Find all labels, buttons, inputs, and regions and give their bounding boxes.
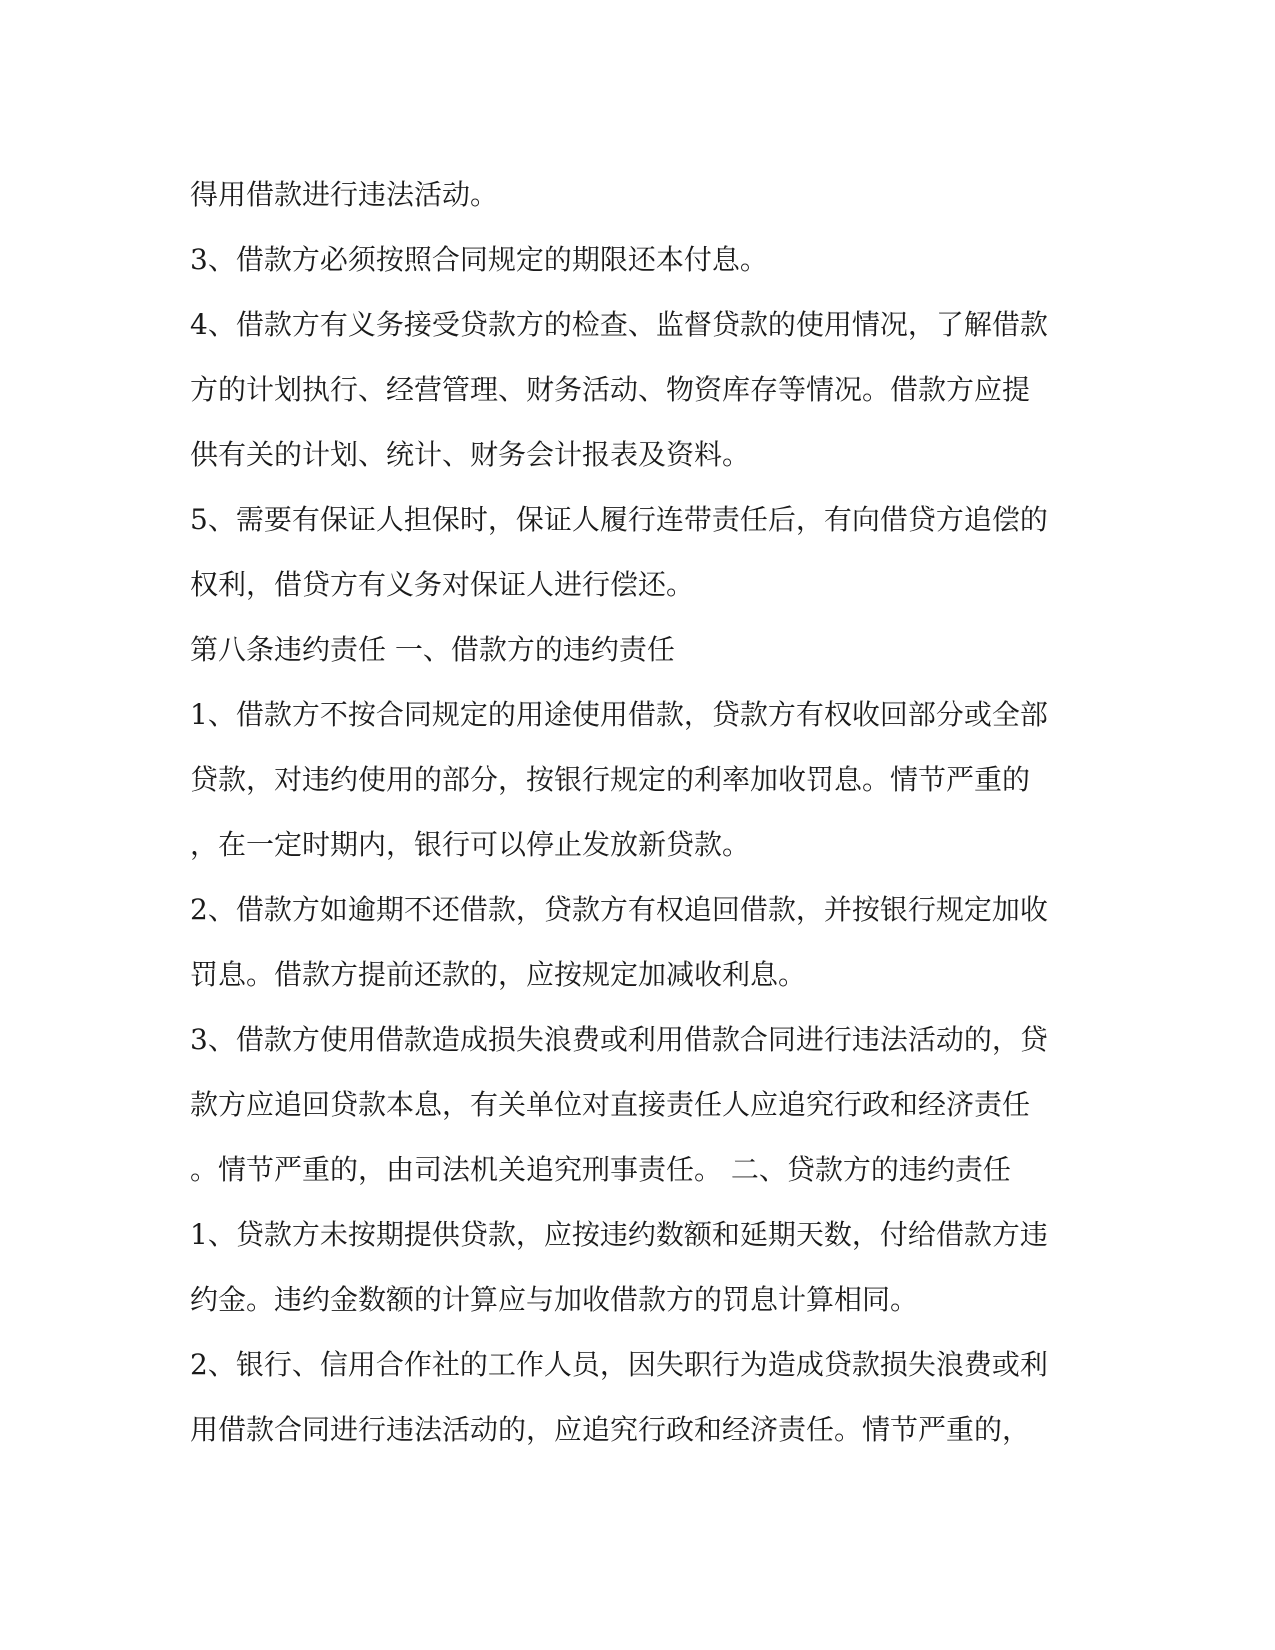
text-line: 4、借款方有义务接受贷款方的检查、监督贷款的使用情况，了解借款 — [190, 308, 1048, 341]
text-line: 3、借款方使用借款造成损失浪费或利用借款合同进行违法活动的，贷 — [190, 1023, 1048, 1056]
text-line: 得用借款进行违法活动。 — [190, 178, 499, 211]
text-line: 约金。违约金数额的计算应与加收借款方的罚息计算相同。 — [190, 1283, 919, 1316]
section-heading: 第八条违约责任 一、借款方的违约责任 — [190, 633, 675, 666]
text-line: 1、贷款方未按期提供贷款，应按违约数额和延期天数，付给借款方违 — [190, 1218, 1048, 1251]
document-body — [190, 162, 1090, 1462]
text-line: 罚息。借款方提前还款的，应按规定加减收利息。 — [190, 958, 807, 991]
text-line: 2、银行、信用合作社的工作人员，因失职行为造成贷款损失浪费或利 — [190, 1348, 1048, 1381]
text-line: 用借款合同进行违法活动的，应追究行政和经济责任。情节严重的， — [190, 1413, 1031, 1446]
text-line: 2、借款方如逾期不还借款，贷款方有权追回借款，并按银行规定加收 — [190, 893, 1048, 926]
text-line: ，在一定时期内，银行可以停止发放新贷款。 — [190, 828, 751, 861]
text-line: 方的计划执行、经营管理、财务活动、物资库存等情况。借款方应提 — [190, 373, 1031, 406]
text-line: 供有关的计划、统计、财务会计报表及资料。 — [190, 438, 751, 471]
text-line: 3、借款方必须按照合同规定的期限还本付息。 — [190, 243, 768, 276]
text-line: 5、需要有保证人担保时，保证人履行连带责任后，有向借贷方追偿的 — [190, 503, 1048, 536]
text-line: 。情节严重的，由司法机关追究刑事责任。 二、贷款方的违约责任 — [190, 1153, 1011, 1186]
text-line: 权利，借贷方有义务对保证人进行偿还。 — [190, 568, 695, 601]
text-line: 贷款，对违约使用的部分，按银行规定的利率加收罚息。情节严重的 — [190, 763, 1031, 796]
text-line: 1、借款方不按合同规定的用途使用借款，贷款方有权收回部分或全部 — [190, 698, 1048, 731]
text-line: 款方应追回贷款本息，有关单位对直接责任人应追究行政和经济责任 — [190, 1088, 1031, 1121]
